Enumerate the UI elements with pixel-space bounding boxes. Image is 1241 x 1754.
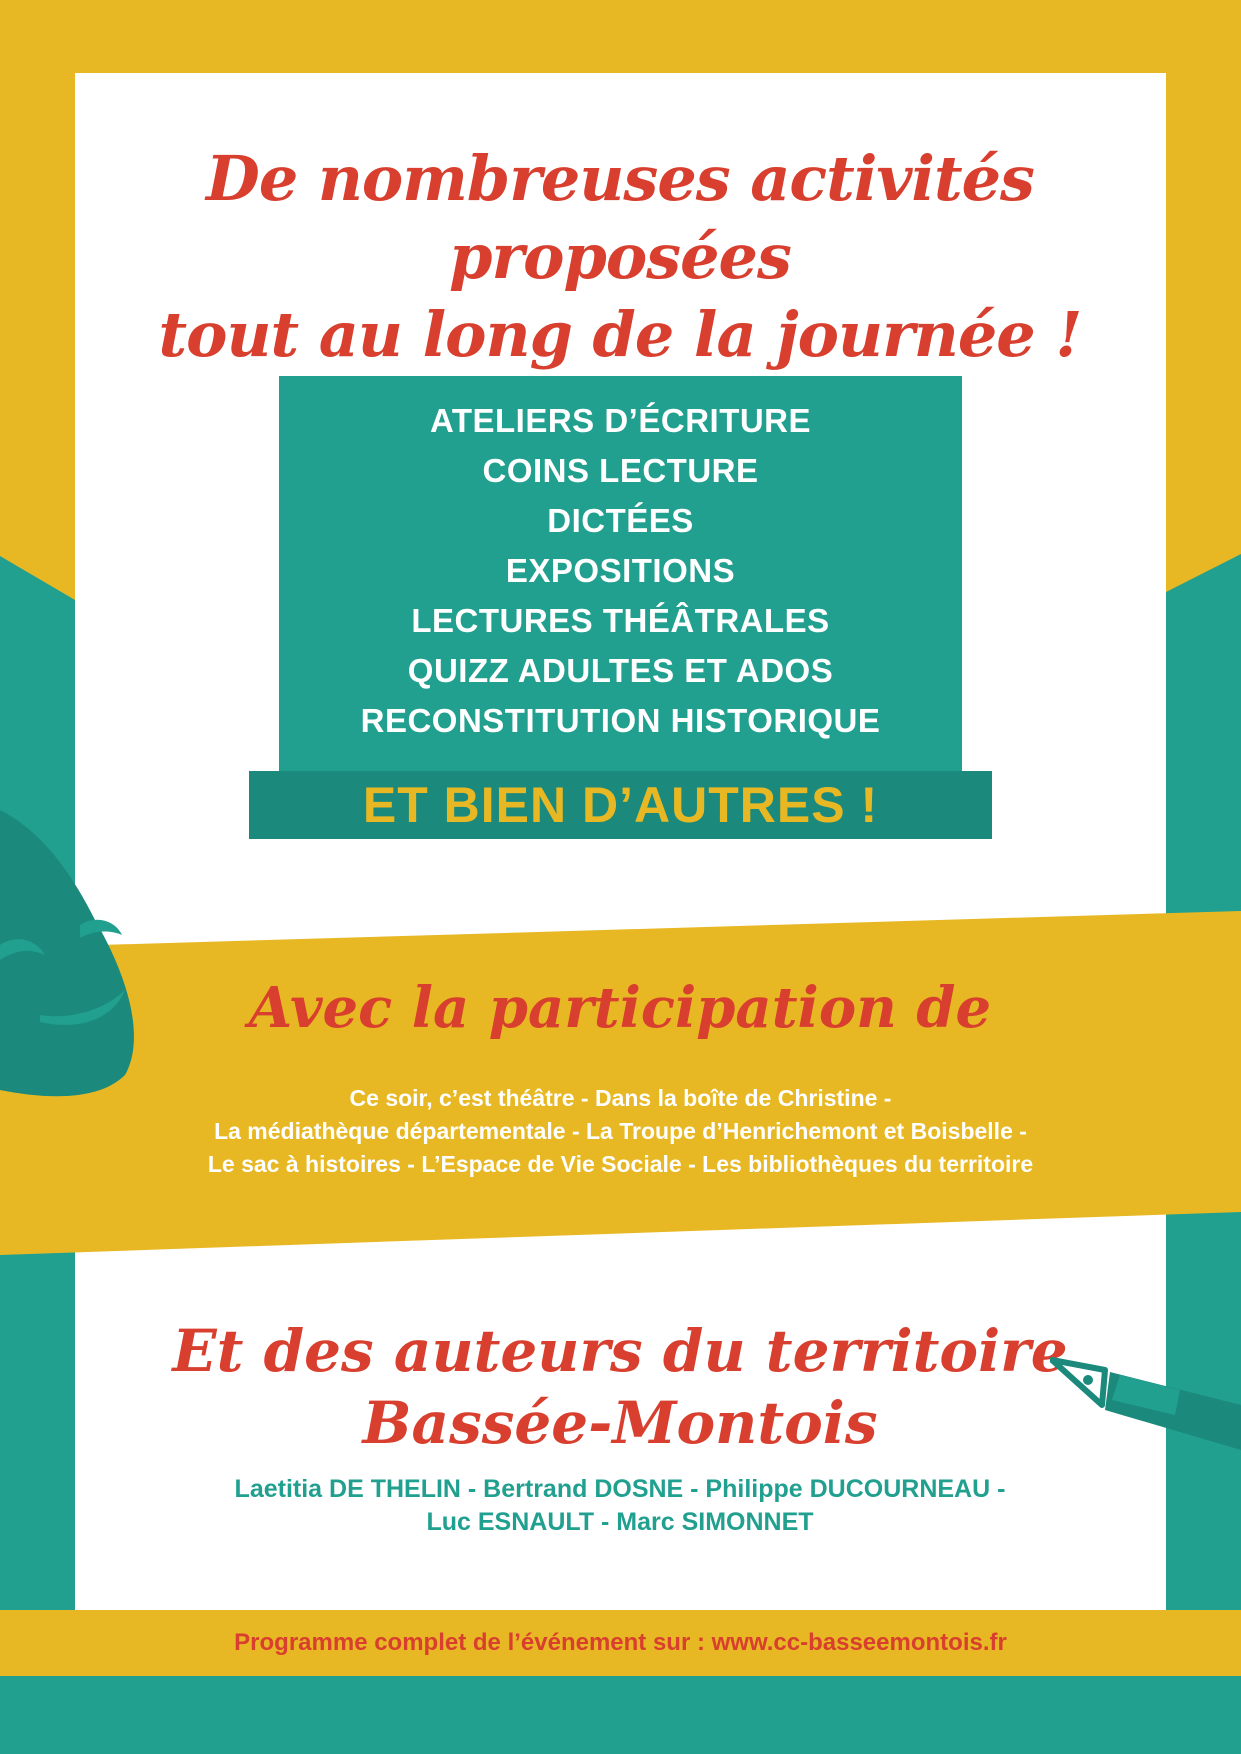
participants-line: Le sac à histoires - L’Espace de Vie Sociale - Les bibliothèques du territoire: [207, 1151, 1034, 1177]
footer-program-link[interactable]: Programme complet de l’événement sur : www.cc-basseemontois.fr: [234, 1629, 1007, 1656]
fountain-pen-icon: [1050, 1350, 1241, 1460]
footer-bar: [0, 1610, 1241, 1676]
activities-box: [279, 376, 962, 771]
activity-item: COINS LECTURE: [482, 452, 759, 489]
activity-item: ATELIERS D’ÉCRITURE: [429, 402, 812, 439]
activity-item: DICTÉES: [547, 502, 694, 539]
participants-line: Ce soir, c’est théâtre - Dans la boîte de Christine -: [349, 1085, 892, 1111]
participants-line: La médiathèque départementale - La Troupe d’Henrichemont et Boisbelle -: [214, 1118, 1027, 1144]
activity-item: LECTURES THÉÂTRALES: [411, 602, 830, 639]
authors-line: Laetitia DE THELIN - Bertrand DOSNE - Philippe DUCOURNEAU -: [234, 1475, 1006, 1503]
title-line-2: tout au long de la journée !: [158, 298, 1082, 371]
activity-item: EXPOSITIONS: [505, 552, 736, 589]
activity-item: QUIZZ ADULTES ET ADOS: [407, 652, 834, 689]
authors-list: [100, 1473, 1140, 1539]
bottom-teal-strip: [0, 1676, 1241, 1754]
page-title: [100, 140, 1140, 374]
more-banner: [249, 771, 992, 839]
more-text: ET BIEN D’AUTRES !: [362, 777, 879, 833]
theatre-mask-icon: [0, 810, 140, 1100]
authors-heading-line-2: Bassée-Montois: [362, 1389, 878, 1457]
participants-list: [80, 1082, 1161, 1181]
authors-line: Luc ESNAULT - Marc SIMONNET: [426, 1508, 814, 1536]
authors-heading: [100, 1315, 1140, 1459]
activity-item: RECONSTITUTION HISTORIQUE: [360, 702, 881, 739]
participation-heading: Avec la participation de: [248, 975, 992, 1041]
authors-heading-line-1: Et des auteurs du territoire: [172, 1317, 1068, 1385]
title-line-1: De nombreuses activités proposées: [206, 142, 1034, 293]
